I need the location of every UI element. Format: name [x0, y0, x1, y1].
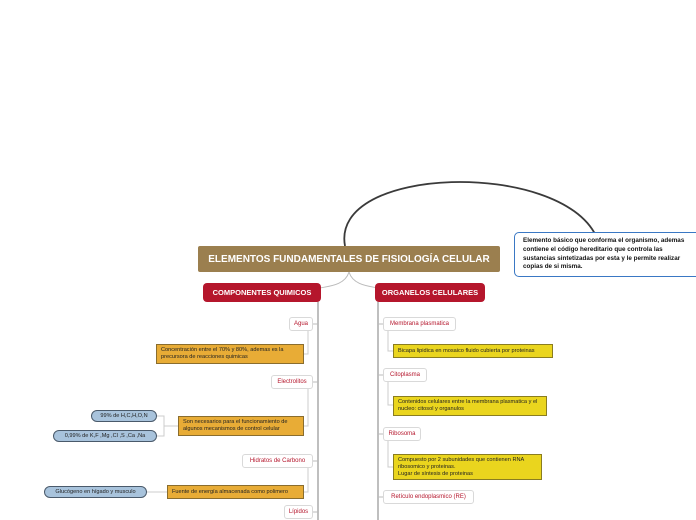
node-electrolitos-099[interactable]: 0,99% de K,F ,Mg ,Cl ,S ,Ca ,Na: [53, 430, 157, 442]
root-to-left-connector: [320, 272, 349, 288]
node-lipidos[interactable]: Lípidos: [284, 505, 313, 519]
node-hidratos[interactable]: Hidratos de Carbono: [242, 454, 313, 468]
node-membrana-desc[interactable]: Bicapa lipidica en mosaico fluido cubierta por proteinas: [393, 344, 553, 358]
callout-note[interactable]: Elemento básico que conforma el organismo, ademas contiene el código hereditario que controla las sustancias sintetizadas por esta y le permite realizar copias de si misma.: [514, 232, 696, 277]
node-ribosoma[interactable]: Ribosoma: [383, 427, 421, 441]
node-citoplasma-desc[interactable]: Contenidos celulares entre la membrana plasmatica y el nucleo: citosol y organulos: [393, 396, 547, 416]
node-glucogeno[interactable]: Glucógeno en hígado y musculo: [44, 486, 147, 498]
node-reticulo[interactable]: Retículo endoplasmico (RE): [383, 490, 474, 504]
category-componentes-quimicos[interactable]: COMPONENTES QUIMICOS: [203, 283, 321, 302]
node-electrolitos[interactable]: Electrolitos: [271, 375, 313, 389]
node-agua[interactable]: Agua: [289, 317, 313, 331]
node-hidratos-desc[interactable]: Fuente de energía almacenada como polimero: [167, 485, 304, 499]
node-electrolitos-desc[interactable]: Son necesarios para el funcionamiento de algunos mecanismos de control celular: [178, 416, 304, 436]
ribosoma-desc-line-1: Compuesto por 2 subunidades que contienen RNA ribosomico y proteinas.: [398, 456, 524, 470]
node-citoplasma[interactable]: Citoplasma: [383, 368, 427, 382]
node-ribosoma-desc[interactable]: [393, 454, 542, 480]
category-organelos-celulares[interactable]: ORGANELOS CELULARES: [375, 283, 485, 302]
node-agua-desc[interactable]: Concentración entre el 70% y 80%, ademas es la precursora de reacciones quimicas: [156, 344, 304, 364]
node-membrana[interactable]: Membrana plasmatica: [383, 317, 456, 331]
node-electrolitos-99[interactable]: 99% de H,C,H,O,N: [91, 410, 157, 422]
ribosoma-desc-line-2: Lugar de síntesis de proteinas: [398, 470, 473, 477]
root-to-right-connector: [349, 272, 378, 288]
root-node[interactable]: ELEMENTOS FUNDAMENTALES DE FISIOLOGÍA CELULAR: [198, 246, 500, 272]
